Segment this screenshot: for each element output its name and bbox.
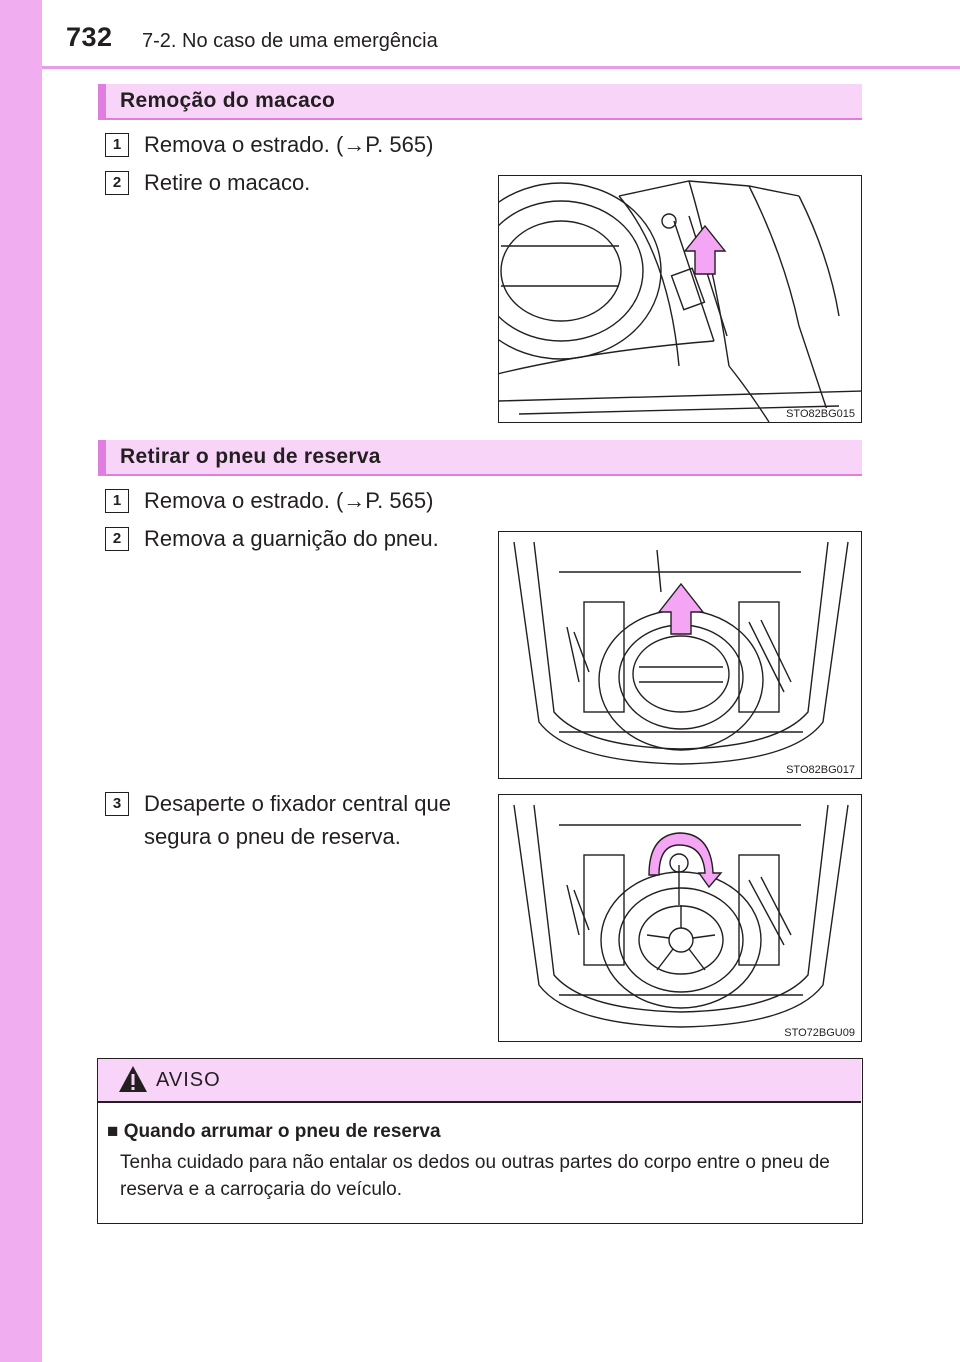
page-header: [42, 0, 960, 66]
figure-code: STO82BG015: [786, 408, 855, 420]
figure-code: STO82BG017: [786, 764, 855, 776]
tire-cover-illustration: [499, 532, 862, 779]
step-text: Remova o estrado. (→P. 565): [144, 488, 434, 513]
step-text: Retire o macaco.: [144, 170, 311, 195]
step-number: 1: [105, 133, 129, 157]
step-text: Desaperte o fixador central que: [144, 791, 451, 816]
step-text: Remova a guarnição do pneu.: [144, 526, 439, 551]
step-number: 3: [105, 792, 129, 816]
warning-subtitle: [107, 1121, 441, 1143]
warning-title: AVISO: [156, 1069, 221, 1091]
page-number: 732: [66, 22, 113, 52]
chapter-title: 7-2. No caso de uma emergência: [142, 30, 438, 52]
step-number: 2: [105, 527, 129, 551]
warning-triangle-icon: [118, 1065, 148, 1093]
section-heading-jack-removal: [98, 84, 862, 120]
step-number: 2: [105, 171, 129, 195]
side-tab-band: [0, 0, 42, 1362]
warning-subtitle-text: Quando arrumar o pneu de reserva: [123, 1121, 441, 1142]
warning-box: [97, 1058, 863, 1224]
upward-arrow-icon: [685, 226, 725, 274]
figure-jack-in-trunk: [498, 175, 862, 423]
rotate-arrow-icon: [649, 833, 721, 887]
section-title: Retirar o pneu de reserva: [120, 445, 381, 468]
warning-header: [98, 1059, 861, 1103]
section-heading-spare-tire: [98, 440, 862, 476]
figure-tire-cover: [498, 531, 862, 779]
jack-illustration: [499, 176, 862, 423]
header-divider: [42, 66, 960, 69]
figure-code: STO72BGU09: [784, 1027, 855, 1039]
step-number: 1: [105, 489, 129, 513]
step-text-continued: segura o pneu de reserva.: [144, 824, 401, 849]
figure-spare-tire-fastener: [498, 794, 862, 1042]
spare-tire-illustration: [499, 795, 862, 1042]
warning-body: Tenha cuidado para não entalar os dedos ou outras partes do corpo entre o pneu de reserva e a carroçaria do veículo.: [120, 1152, 830, 1200]
section-title: Remoção do macaco: [120, 89, 336, 112]
square-bullet-icon: ■: [107, 1121, 119, 1142]
step-text: Remova o estrado. (→P. 565): [144, 132, 434, 157]
